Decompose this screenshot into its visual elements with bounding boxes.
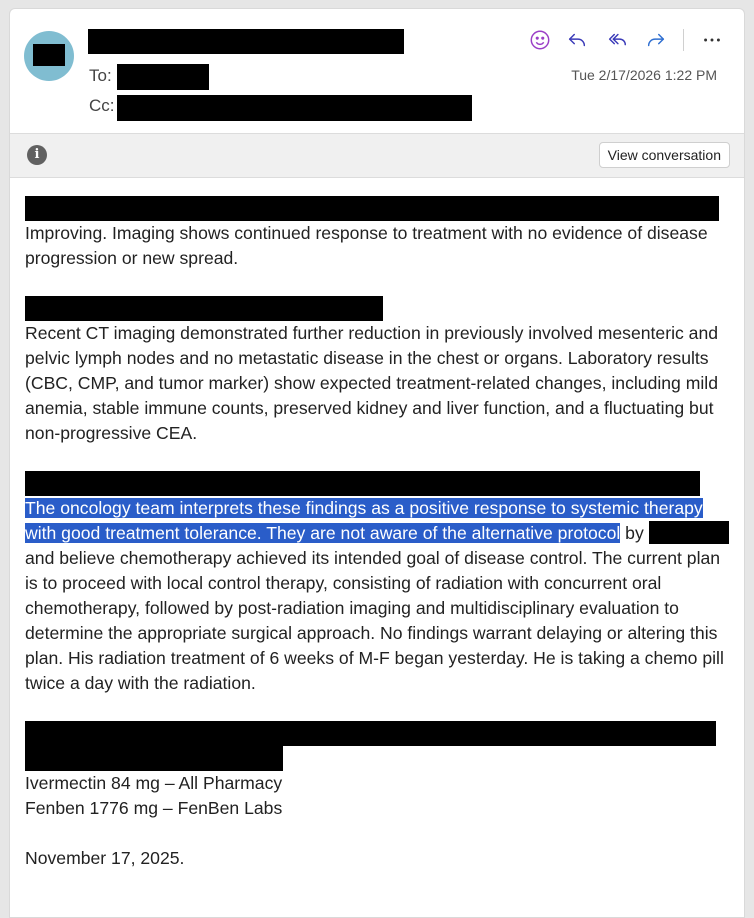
cc-label: Cc: — [89, 96, 115, 115]
plan-by-text: by — [620, 523, 649, 543]
selected-text[interactable]: The oncology team interprets these findings as a positive response to systemic therapy with good treatment tolerance. They are not aware of the alternative protocol — [25, 498, 703, 543]
section-heading-redaction — [25, 196, 719, 221]
info-bar — [10, 133, 744, 178]
sender-name-redaction — [88, 29, 404, 54]
avatar-initials-redaction — [33, 44, 65, 66]
list-heading-redaction — [25, 721, 731, 771]
to-recipient-redaction — [117, 64, 209, 90]
cc-recipient-redaction — [117, 95, 472, 121]
sent-timestamp: Tue 2/17/2026 1:22 PM — [571, 67, 717, 83]
section-heading-redaction — [25, 296, 383, 321]
more-icon[interactable] — [698, 27, 726, 53]
section-heading-redaction — [25, 471, 700, 496]
view-conversation-button[interactable]: View conversation — [599, 142, 730, 168]
forward-icon[interactable] — [642, 27, 670, 53]
plan-rest-text: and believe chemotherapy achieved its intended goal of disease control. The current plan is to proceed with local control therapy, consisting of radiation with concurrent oral chemotherapy, followed by post-radiation imaging and multidisciplinary evaluation to determine the appropriate surgical approach. No findings warrant delaying or altering this plan. His radiation treatment of 6 weeks of M-F began yesterday. He is taking a chemo pill twice a day with the radiation. — [25, 548, 724, 693]
status-paragraph: Improving. Imaging shows continued response to treatment with no evidence of disease progression or new spread. — [25, 223, 708, 268]
message-actions — [526, 27, 726, 53]
email-window — [9, 8, 745, 918]
reply-icon[interactable] — [563, 27, 591, 53]
plan-paragraph — [25, 496, 731, 696]
email-header — [10, 9, 744, 133]
list-item: Fenben 1776 mg – FenBen Labs — [25, 798, 283, 818]
imaging-paragraph: Recent CT imaging demonstrated further reduction in previously involved mesenteric and pelvic lymph nodes and no metastatic disease in the chest or organs. Laboratory results (CBC, CMP, and tumor marker) show expected treatment-related changes, including mild anemia, stable immune counts, preserved kidney and liver function, and a fluctuating but non-progressive CEA. — [25, 323, 719, 443]
reply-all-icon[interactable] — [603, 27, 631, 53]
inline-name-redaction — [649, 521, 729, 544]
smiley-icon[interactable] — [526, 27, 554, 53]
date-line: November 17, 2025. — [25, 848, 185, 868]
sender-avatar[interactable] — [24, 31, 74, 81]
list-item: Ivermectin 84 mg – All Pharmacy — [25, 773, 283, 793]
to-label: To: — [89, 66, 112, 85]
message-body — [25, 196, 731, 871]
toolbar-divider — [683, 29, 684, 51]
info-icon[interactable]: i — [27, 145, 47, 165]
